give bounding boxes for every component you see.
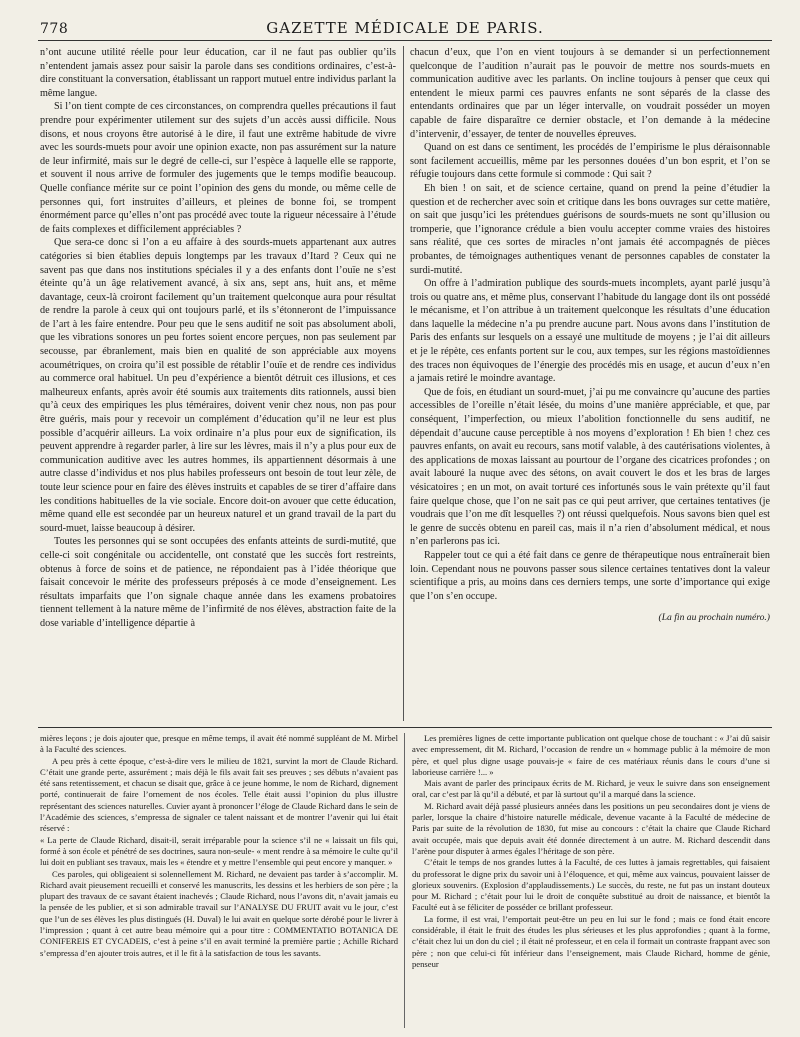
- paragraph: Eh bien ! on sait, et de science certaine, quand on prend la peine d’étudier la question et de rechercher avec soin et critique dans les bons ouvrages sur cette matière, on sait que jusqu’ici les prétendues guérisons de sourds-muets ne sont qu’illusion ou tromperie, que l’ignorance crédule a bien voulu accepter comme vraies des histoires sans réalité, que ces sortes de miracles n’ont jamais été accompagnés de pièces probantes, de témoignages authentiques venant de personnes capables de constater la surdi-mutité.: [410, 182, 770, 276]
- article-right-column: [410, 46, 770, 625]
- article-left-column: [40, 46, 396, 631]
- paragraph: Rappeler tout ce qui a été fait dans ce genre de thérapeutique nous entraînerait bien loin. Cependant nous ne pouvons passer sous silence certaines tentatives dont la valeur scientifique a pris, au moins dans ces derniers temps, une sorte d’importance qui exige que l’on s’en occupe.: [410, 549, 770, 602]
- feuilleton: [40, 733, 770, 1028]
- paragraph: C’était le temps de nos grandes luttes à la Faculté, de ces luttes à jamais regrettables, qui faisaient du professorat le digne prix du savoir uni à l’éloquence, et qui, même aux vaincus, pouvaient laisser de glorieux souvenirs. (Explosion d’applaudissements.) Le succès, du reste, ne fut pas un instant douteux pour M. Richard ; c’était pour lui le droit de conquête substitué au droit de naissance, et bientôt la Faculté eut à se féliciter de posséder ce brillant professeur.: [412, 857, 770, 913]
- paragraph: Que sera-ce donc si l’on a eu affaire à des sourds-muets appartenant aux autres catégories si bien établies depuis longtemps par les travaux d’Itard ? Ceux qui ne savent pas que dans nos institutions spéciales il y a des enfants dont l’ouïe ne s’est éteinte qu’à un âge relativement avancé, à six ans, sept ans, huit ans, et même davantage, ceux-là croiront facilement qu’un traitement quelconque aura pour résultat de rendre la parole à ceux qui ont toujours parlé, et ils s’étonneront de l’impuissance de l’art à les faire entendre. Pour peu que le sens auditif ne soit pas absolument aboli, que les vibrations sonores un peu fortes soient encore perçues, non pas seulement par secousse, par ébranlement, mais bien en qualité de son appréciable aux moyens acoumétriques, on croira qu’il est possible de rétablir l’ouïe et de rendre ces individus au commerce oral habituel. Un peu d’expérience a bientôt détruit ces illusions, et ces malheureux enfants, après avoir été soumis aux traitements dits rationnels, aussi bien qu’à ceux des empiriques les plus téméraires, doivent venir chez nous, non pas pour être guéris, mais pour y recevoir un complément d’éducation qu’il ne leur est plus possible d’acquérir ailleurs. La voix ordinaire n’a plus pour eux de signification, ils peuvent apprendre à regarder parler, à lire sur les lèvres, mais il n’y a plus pour eux de communication auditive avec les autres hommes, ils appartiennent désormais à une autre classe d’individus et nos plus habiles professeurs ont besoin de tout leur zèle, de toute leur science pour en faire des élèves instruits et capables de se tirer d’affaire dans les conditions habituelles de la vie sociale. Encore doit-on avouer que cette éducation, même quand elle est secondée par un heureux naturel et un grand travail de la part du sourd-muet, laisse beaucoup à désirer.: [40, 237, 396, 534]
- page-number: 778: [40, 21, 69, 37]
- paragraph: On offre à l’admiration publique des sourds-muets incomplets, ayant parlé jusqu’à trois ou quatre ans, et même plus, conservant l’habitude du langage dont ils ont possédé le mécanisme, et l’on attribue à un traitement quelconque les résultats d’une éducation dans laquelle la médecine n’a pu prendre aucune part. Nous avons dans l’institution de Paris des enfants sur lesquels on a essayé une multitude de moyens ; je l’ai dit ailleurs et je le répète, ces enfants portent sur le cou, aux tempes, sur les régions mastoïdiennes des traces non équivoques de l’énergie des procédés mis en usage, et aucun d’eux n’en a jamais retiré le moindre avantage.: [410, 278, 770, 385]
- continuation-note: (La fin au prochain numéro.): [658, 612, 770, 624]
- feuilleton-right-column: [412, 733, 770, 970]
- paragraph: Si l’on tient compte de ces circonstances, on comprendra quelles précautions il faut prendre pour expérimenter utilement sur des sujets d’un accès aussi difficile. Nous disons, et nous croyons être autorisé à le dire, il faut une extrême habitude de vivre avec les sourds-muets pour avoir une opinion exacte, non pas assurément sur la nature de leur infirmité, mais sur le degré de celle-ci, sur l’espèce à laquelle elle se rapporte, et souvent il nous arrive de formuler des jugements que le temps modifie beaucoup. Quelle confiance mérite sur ce point l’opinion des gens du monde, ou même celle de personnes qui, fort instruites d’ailleurs, et pleines de bonne foi, se trompent énormément parce qu’elles n’ont pas procédé avec toute la rigueur nécessaire à l’étude de faits complexes et difficilement appréciables ?: [40, 101, 396, 235]
- feuilleton-separator: [38, 727, 772, 728]
- paragraph: M. Richard avait déjà passé plusieurs années dans les positions un peu secondaires dont je viens de parler, lorsque la chaire d’histoire naturelle médicale, devenue vacante à la Faculté de médecine de Paris par suite de la révolution de 1830, fut mise au concours : c’était la chaire que Claude Richard avait occupée, mais que depuis avait été donnée directement à un autre. M. Richard descendit dans l’arène pour disputer à armes égales l’héritage de son père.: [412, 800, 770, 856]
- quotation: « La perte de Claude Richard, disait-il, serait irréparable pour la science s’il ne « laissait un fils qui, formé à son école et pénétré de ses doctrines, saura non-seule- « ment rendre à sa mémoire le culte qu’il lui doit en publiant ses travaux, mais les « étendre et y mettre l’ensemble qui peut encore y manquer. »: [40, 834, 398, 868]
- paragraph: chacun d’eux, que l’on en vient toujours à se demander si un perfectionnement quelconque de l’audition n’aurait pas le pouvoir de mettre nos sourds-muets en communication auditive avec les parlants. On incline toujours à penser que ceux qui entendent le mieux parmi ces pauvres enfants ne sont séparés de la classe des entendants ordinaires que par un léger intervalle, on voudrait posséder un moyen capable de faire disparaître ce dernier obstacle, et l’on demande à la médecine d’intervenir, d’essayer, de tenter de nouvelles épreuves.: [410, 47, 770, 140]
- paragraph: Toutes les personnes qui se sont occupées des enfants atteints de surdi-mutité, que celle-ci soit congénitale ou accidentelle, ont constaté que les succès fort restreints, obtenus à force de soins et de patience, ne répondaient pas à l’idée théorique que faisait concevoir le mérite des professeurs préposés à ce mode d’enseignement. Les résultats imparfaits que l’on signale chaque année dans les examens probatoires tiennent tellement à la nature même de l’infirmité de nos élèves, abstraction faite de la dose variable d’intelligence départie à: [40, 536, 396, 629]
- column-divider: [403, 46, 404, 721]
- paragraph: Ces paroles, qui obligeaient si solennellement M. Richard, ne devaient pas tarder à s’accomplir. M. Richard avait pieusement recueilli et conservé les manuscrits, les dessins et les herbiers de son père ; la plupart des travaux de ce savant étaient inachevés ; Claude Richard, nous l’avons dit, n’avait jamais eu la pensée de les publier, et si son admirable travail sur l’ANALYSE DU FRUIT avait vu le jour, c’est que l’un de ses élèves les plus distingués (H. Duval) le lui avait en quelque sorte dérobé pour le livrer à l’impression ; quant à cet autre beau mémoire qui a pour titre : COMMENTATIO BOTANICA DE CONIFEREIS ET CYCADEIS, c’est à peine s’il en avait terminé la première partie ; Achille Richard s’empressa d’en ajouter trois autres, et il le fit à la satisfaction de tous les savants.: [40, 868, 398, 958]
- paragraph: La forme, il est vrai, l’emportait peut-être un peu en lui sur le fond ; mais ce fond était encore considérable, il était le fruit des études les plus sérieuses et les plus approfondies ; quant à la forme, c’était chez lui un don du ciel ; il était né professeur, et en cela il formait un contraste frappant avec son père ; non que celui-ci fût inférieur dans l’enseignement, mais Claude Richard, homme de génie, penseur: [412, 913, 770, 969]
- feuilleton-left-column: [40, 733, 398, 959]
- running-head: GAZETTE MÉDICALE DE PARIS.: [266, 19, 544, 37]
- paragraph: Les premières lignes de cette importante publication ont quelque chose de touchant : « J’ai dû saisir avec empressement, dit M. Richard, l’occasion de rendre un « hommage public à la mémoire de mon père, et quel plus digne usage pouvais-je « faire de ces matériaux réunis dans le cours d’une si laborieuse carrière !... »: [412, 733, 770, 777]
- paragraph: mières leçons ; je dois ajouter que, presque en même temps, il avait été nommé suppléant de M. Mirbel à la Faculté des sciences.: [40, 733, 398, 755]
- paragraph: Que de fois, en étudiant un sourd-muet, j’ai pu me convaincre qu’aucune des parties accessibles de l’oreille n’était lésée, du moins d’une manière appréciable, et que, par conséquent, l’imperfection, ou mieux l’abolition fonctionnelle du sens auditif, ne dépendait d’aucune cause perceptible à nos moyens d’exploration ! Eh bien ! chez ces pauvres enfants, on avait eu recours, sans motif valable, à des cautérisations violentes, à des applications de moxas laissant au pourtour de l’organe des cicatrices profondes ; on avait labouré la nuque avec des sétons, on avait couvert le dos et les bras de larges vésicatoires ; en un mot, on avait torturé ces infortunés sous le vain prétexte qu’il faut faire quelque chose, que l’on ne sait pas ce qui peut arriver, que certaines tentatives (je voudrais que l’on me dît lesquelles ?) ont réussi quelquefois. Nous savons bien quel est le genre de succès obtenu en pareil cas, mais il n’a rien d’absolument médical, et nous n’en parlerons pas ici.: [410, 386, 770, 548]
- feuilleton-column-divider: [404, 733, 405, 1028]
- article-body: [40, 46, 770, 721]
- paragraph: A peu près à cette époque, c’est-à-dire vers le milieu de 1821, survint la mort de Claude Richard. C’était une grande perte, assurément ; mais déjà le fils avait fait ses preuves ; ses débuts n’avaient pas été sans retentissement, et chacun se disait que, grâce à ce jeune homme, le nom de Richard, dignement porté, continuerait de faire l’ornement de nos écoles. Telle était aussi l’opinion du plus illustre représentant des sciences naturelles. Cuvier ayant à prononcer l’éloge de Claude Richard dans le sein de l’Académie des sciences, s’empressa de signaler ce talent naissant et de montrer l’avenir qui lui était réservé :: [40, 755, 398, 834]
- paragraph: Mais avant de parler des principaux écrits de M. Richard, je veux le suivre dans son enseignement oral, car c’est par là qu’il a débuté, et par là surtout qu’il a marqué dans la science.: [412, 778, 770, 800]
- paragraph: n’ont aucune utilité réelle pour leur éducation, car il ne faut pas oublier qu’ils n’entendent jamais assez pour saisir la parole dans ses conditions ordinaires, c’est-à-dire constituant la conversation, établissant un rapport mutuel entre individus parlant la même langue.: [40, 47, 396, 99]
- paragraph: Quand on est dans ce sentiment, les procédés de l’empirisme le plus déraisonnable sont facilement accueillis, même par les personnes douées d’un bon esprit, et l’on se réfugie toujours dans cette formule si commode : Qui sait ?: [410, 142, 770, 181]
- page-header: [38, 18, 772, 41]
